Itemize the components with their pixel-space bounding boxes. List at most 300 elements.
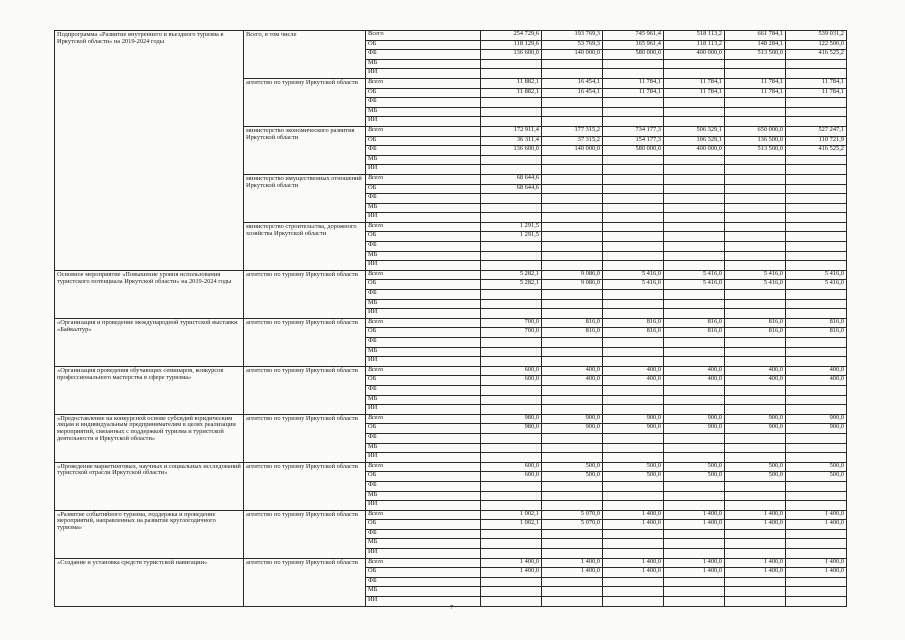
amount-cell: 900,0: [664, 414, 725, 424]
amount-cell: 513 500,0: [725, 50, 786, 60]
amount-cell: [603, 174, 664, 184]
amount-cell: [786, 338, 847, 348]
amount-cell: 193 769,3: [542, 31, 603, 41]
amount-cell: [725, 587, 786, 597]
amount-cell: [542, 251, 603, 261]
funding-source-cell: ОБ: [366, 88, 481, 98]
amount-cell: 400,0: [786, 376, 847, 386]
amount-cell: [542, 290, 603, 300]
amount-cell: [664, 107, 725, 117]
amount-cell: [664, 597, 725, 607]
amount-cell: [603, 357, 664, 367]
program-name-cell: Основное мероприятие «Повышение уровня использования туристского потенциала Иркутской области» на 2019-2024 годы: [55, 270, 244, 318]
amount-cell: [542, 357, 603, 367]
amount-cell: [481, 290, 542, 300]
amount-cell: [664, 549, 725, 559]
amount-cell: [786, 587, 847, 597]
amount-cell: 53 769,3: [542, 40, 603, 50]
amount-cell: [725, 347, 786, 357]
amount-cell: 16 454,1: [542, 88, 603, 98]
amount-cell: [786, 491, 847, 501]
funding-source-cell: ОБ: [366, 40, 481, 50]
program-name-cell: «Организация и проведение международной туристской выставки «Байкалтур»: [55, 318, 244, 366]
amount-cell: [542, 203, 603, 213]
amount-cell: [603, 242, 664, 252]
amount-cell: [481, 539, 542, 549]
amount-cell: [786, 539, 847, 549]
amount-cell: 5 416,0: [725, 270, 786, 280]
funding-source-cell: МБ: [366, 443, 481, 453]
amount-cell: [664, 194, 725, 204]
amount-cell: [664, 347, 725, 357]
amount-cell: [664, 443, 725, 453]
amount-cell: 900,0: [786, 424, 847, 434]
amount-cell: 500,0: [786, 472, 847, 482]
amount-cell: 400,0: [664, 366, 725, 376]
amount-cell: [481, 155, 542, 165]
amount-cell: [786, 174, 847, 184]
amount-cell: [481, 405, 542, 415]
amount-cell: [481, 59, 542, 69]
amount-cell: 500,0: [664, 462, 725, 472]
amount-cell: [603, 395, 664, 405]
funding-source-cell: ОБ: [366, 328, 481, 338]
amount-cell: 11 784,1: [603, 88, 664, 98]
amount-cell: [603, 443, 664, 453]
amount-cell: 600,0: [481, 462, 542, 472]
amount-cell: [603, 261, 664, 271]
amount-cell: [786, 165, 847, 175]
amount-cell: [725, 453, 786, 463]
funding-source-cell: МБ: [366, 395, 481, 405]
table-row: [55, 270, 847, 280]
amount-cell: 816,0: [603, 328, 664, 338]
amount-cell: [664, 587, 725, 597]
amount-cell: [725, 491, 786, 501]
amount-cell: 5 416,0: [725, 280, 786, 290]
amount-cell: 500,0: [664, 472, 725, 482]
executor-cell: агентство по туризму Иркутской области: [244, 510, 366, 558]
funding-source-cell: ОБ: [366, 568, 481, 578]
program-name-cell: «Развитие событийного туризма, поддержка и проведение мероприятий, направленных на развитие круглогодичного туризма»: [55, 510, 244, 558]
amount-cell: 1 400,0: [603, 510, 664, 520]
amount-cell: 136 600,0: [481, 50, 542, 60]
amount-cell: [664, 69, 725, 79]
amount-cell: [481, 357, 542, 367]
page-number: 7: [450, 604, 454, 611]
funding-source-cell: ФБ: [366, 577, 481, 587]
funding-source-cell: ИИ: [366, 117, 481, 127]
amount-cell: [664, 261, 725, 271]
amount-cell: [603, 222, 664, 232]
funding-source-cell: Всего: [366, 318, 481, 328]
funding-source-cell: Всего: [366, 270, 481, 280]
amount-cell: [725, 251, 786, 261]
amount-cell: [786, 481, 847, 491]
amount-cell: [542, 59, 603, 69]
funding-source-cell: МБ: [366, 347, 481, 357]
funding-source-cell: ФБ: [366, 481, 481, 491]
amount-cell: 400,0: [603, 376, 664, 386]
amount-cell: [603, 194, 664, 204]
table-row: [55, 31, 847, 41]
amount-cell: [725, 242, 786, 252]
amount-cell: [786, 69, 847, 79]
amount-cell: [786, 529, 847, 539]
amount-cell: [786, 577, 847, 587]
amount-cell: [725, 433, 786, 443]
amount-cell: [786, 184, 847, 194]
amount-cell: 1 291,5: [481, 232, 542, 242]
amount-cell: 539 031,2: [786, 31, 847, 41]
amount-cell: 416 525,2: [786, 146, 847, 156]
amount-cell: [664, 577, 725, 587]
amount-cell: [786, 222, 847, 232]
amount-cell: [725, 385, 786, 395]
amount-cell: [664, 232, 725, 242]
amount-cell: 900,0: [725, 424, 786, 434]
amount-cell: 11 784,1: [664, 78, 725, 88]
amount-cell: 400,0: [542, 376, 603, 386]
amount-cell: [542, 309, 603, 319]
amount-cell: 1 400,0: [481, 568, 542, 578]
amount-cell: [725, 69, 786, 79]
program-name-cell: Подпрограмма «Развитие внутреннего и въездного туризма в Иркутской области» на 2019-2024 годы: [55, 31, 244, 271]
executor-cell: агентство по туризму Иркутской области: [244, 78, 366, 126]
funding-source-cell: Всего: [366, 558, 481, 568]
amount-cell: [664, 213, 725, 223]
amount-cell: [542, 213, 603, 223]
amount-cell: 400,0: [603, 366, 664, 376]
amount-cell: 136 600,0: [481, 146, 542, 156]
amount-cell: [786, 357, 847, 367]
amount-cell: 1 400,0: [664, 568, 725, 578]
amount-cell: [481, 587, 542, 597]
amount-cell: 11 784,1: [786, 88, 847, 98]
amount-cell: [786, 251, 847, 261]
amount-cell: [664, 299, 725, 309]
amount-cell: [725, 203, 786, 213]
amount-cell: [786, 213, 847, 223]
amount-cell: 1 400,0: [786, 510, 847, 520]
amount-cell: [603, 232, 664, 242]
amount-cell: [664, 491, 725, 501]
funding-source-cell: Всего: [366, 78, 481, 88]
funding-source-cell: ФБ: [366, 529, 481, 539]
amount-cell: [542, 597, 603, 607]
amount-cell: [542, 174, 603, 184]
funding-source-cell: Всего: [366, 462, 481, 472]
amount-cell: [725, 405, 786, 415]
amount-cell: [725, 290, 786, 300]
amount-cell: [725, 107, 786, 117]
amount-cell: [603, 155, 664, 165]
funding-source-cell: МБ: [366, 491, 481, 501]
amount-cell: 68 644,6: [481, 184, 542, 194]
amount-cell: 900,0: [603, 424, 664, 434]
amount-cell: [725, 299, 786, 309]
amount-cell: [664, 433, 725, 443]
amount-cell: 816,0: [786, 328, 847, 338]
amount-cell: [603, 213, 664, 223]
amount-cell: [603, 290, 664, 300]
amount-cell: [664, 481, 725, 491]
amount-cell: [725, 395, 786, 405]
amount-cell: [786, 299, 847, 309]
amount-cell: [786, 117, 847, 127]
amount-cell: [786, 155, 847, 165]
amount-cell: [786, 59, 847, 69]
amount-cell: [481, 453, 542, 463]
amount-cell: [603, 59, 664, 69]
amount-cell: [786, 242, 847, 252]
executor-cell: агентство по туризму Иркутской области: [244, 270, 366, 318]
amount-cell: [542, 338, 603, 348]
funding-source-cell: Всего: [366, 366, 481, 376]
amount-cell: 110 721,9: [786, 136, 847, 146]
amount-cell: 400 000,0: [664, 50, 725, 60]
amount-cell: 816,0: [664, 318, 725, 328]
executor-cell: министерство экономического развития Иркутской области: [244, 126, 366, 174]
amount-cell: [542, 184, 603, 194]
amount-cell: [725, 232, 786, 242]
amount-cell: [603, 338, 664, 348]
table-row: [55, 462, 847, 472]
amount-cell: [603, 251, 664, 261]
amount-cell: 1 400,0: [603, 568, 664, 578]
amount-cell: [603, 165, 664, 175]
amount-cell: 1 400,0: [725, 558, 786, 568]
amount-cell: 416 525,2: [786, 50, 847, 60]
amount-cell: [542, 577, 603, 587]
amount-cell: [603, 69, 664, 79]
amount-cell: 165 961,4: [603, 40, 664, 50]
amount-cell: [664, 155, 725, 165]
funding-source-cell: МБ: [366, 203, 481, 213]
amount-cell: [786, 405, 847, 415]
amount-cell: [725, 184, 786, 194]
amount-cell: [725, 261, 786, 271]
funding-source-cell: ОБ: [366, 472, 481, 482]
amount-cell: 11 784,1: [725, 78, 786, 88]
amount-cell: [603, 309, 664, 319]
amount-cell: [664, 184, 725, 194]
amount-cell: 900,0: [542, 414, 603, 424]
amount-cell: 527 247,1: [786, 126, 847, 136]
funding-source-cell: ИИ: [366, 453, 481, 463]
funding-source-cell: ФБ: [366, 433, 481, 443]
amount-cell: [664, 203, 725, 213]
amount-cell: 5 416,0: [786, 270, 847, 280]
funding-source-cell: ФБ: [366, 194, 481, 204]
amount-cell: 580 000,0: [603, 50, 664, 60]
amount-cell: [725, 577, 786, 587]
amount-cell: [725, 501, 786, 511]
amount-cell: 1 400,0: [603, 520, 664, 530]
amount-cell: 148 284,1: [725, 40, 786, 50]
funding-source-cell: МБ: [366, 539, 481, 549]
budget-table: [54, 30, 847, 607]
amount-cell: 37 315,2: [542, 136, 603, 146]
amount-cell: 5 416,0: [603, 270, 664, 280]
amount-cell: [603, 597, 664, 607]
amount-cell: [481, 549, 542, 559]
amount-cell: [786, 194, 847, 204]
amount-cell: [786, 290, 847, 300]
amount-cell: [542, 165, 603, 175]
executor-cell: агентство по туризму Иркутской области: [244, 318, 366, 366]
amount-cell: [786, 98, 847, 108]
amount-cell: 11 882,1: [481, 78, 542, 88]
amount-cell: 11 784,1: [786, 78, 847, 88]
amount-cell: [786, 597, 847, 607]
amount-cell: 1 400,0: [725, 568, 786, 578]
amount-cell: [725, 213, 786, 223]
amount-cell: [603, 347, 664, 357]
amount-cell: [664, 251, 725, 261]
amount-cell: [542, 405, 603, 415]
amount-cell: 118 113,2: [664, 40, 725, 50]
amount-cell: 5 416,0: [603, 280, 664, 290]
amount-cell: 1 400,0: [542, 568, 603, 578]
amount-cell: [786, 443, 847, 453]
executor-cell: министерство строительства, дорожного хозяйства Иркутской области: [244, 222, 366, 270]
amount-cell: [603, 433, 664, 443]
executor-cell: агентство по туризму Иркутской области: [244, 414, 366, 462]
amount-cell: [725, 597, 786, 607]
amount-cell: 400,0: [725, 376, 786, 386]
amount-cell: [603, 184, 664, 194]
amount-cell: 513 500,0: [725, 146, 786, 156]
amount-cell: [664, 117, 725, 127]
amount-cell: [725, 98, 786, 108]
amount-cell: [786, 203, 847, 213]
executor-cell: агентство по туризму Иркутской области: [244, 462, 366, 510]
amount-cell: 154 177,3: [603, 136, 664, 146]
amount-cell: 518 113,2: [664, 31, 725, 41]
amount-cell: [481, 251, 542, 261]
amount-cell: 500,0: [725, 462, 786, 472]
amount-cell: 900,0: [603, 414, 664, 424]
funding-source-cell: МБ: [366, 59, 481, 69]
amount-cell: 1 400,0: [786, 558, 847, 568]
amount-cell: 980,0: [481, 414, 542, 424]
amount-cell: 900,0: [664, 424, 725, 434]
amount-cell: [786, 347, 847, 357]
funding-source-cell: ФБ: [366, 242, 481, 252]
amount-cell: [786, 309, 847, 319]
amount-cell: [786, 107, 847, 117]
amount-cell: 661 784,1: [725, 31, 786, 41]
amount-cell: [603, 577, 664, 587]
amount-cell: 5 282,1: [481, 270, 542, 280]
amount-cell: [481, 443, 542, 453]
amount-cell: [786, 232, 847, 242]
executor-cell: министерство имущественных отношений Иркутской области: [244, 174, 366, 222]
amount-cell: 600,0: [481, 366, 542, 376]
amount-cell: 816,0: [725, 328, 786, 338]
amount-cell: [603, 481, 664, 491]
amount-cell: [542, 117, 603, 127]
executor-cell: агентство по туризму Иркутской области: [244, 366, 366, 414]
amount-cell: 1 400,0: [481, 558, 542, 568]
amount-cell: [481, 165, 542, 175]
amount-cell: 122 506,0: [786, 40, 847, 50]
amount-cell: [603, 299, 664, 309]
amount-cell: 400,0: [725, 366, 786, 376]
amount-cell: [481, 529, 542, 539]
amount-cell: [542, 242, 603, 252]
amount-cell: [481, 433, 542, 443]
funding-source-cell: Всего: [366, 126, 481, 136]
amount-cell: [725, 309, 786, 319]
amount-cell: 400 000,0: [664, 146, 725, 156]
amount-cell: [603, 539, 664, 549]
amount-cell: [603, 107, 664, 117]
funding-source-cell: ОБ: [366, 184, 481, 194]
amount-cell: 600,0: [481, 472, 542, 482]
funding-source-cell: Всего: [366, 31, 481, 41]
budget-table-body: [55, 31, 847, 607]
amount-cell: 1 291,5: [481, 222, 542, 232]
amount-cell: [542, 549, 603, 559]
table-row: [55, 414, 847, 424]
amount-cell: [664, 539, 725, 549]
funding-source-cell: ОБ: [366, 232, 481, 242]
amount-cell: 5 416,0: [664, 280, 725, 290]
amount-cell: [481, 481, 542, 491]
funding-source-cell: ОБ: [366, 376, 481, 386]
amount-cell: 580 000,0: [603, 146, 664, 156]
amount-cell: [725, 165, 786, 175]
amount-cell: 1 400,0: [786, 520, 847, 530]
amount-cell: 118 129,6: [481, 40, 542, 50]
amount-cell: 11 784,1: [603, 78, 664, 88]
table-row: [55, 366, 847, 376]
amount-cell: [542, 69, 603, 79]
amount-cell: 506 329,1: [664, 126, 725, 136]
amount-cell: 500,0: [542, 472, 603, 482]
amount-cell: 1 400,0: [725, 510, 786, 520]
amount-cell: [481, 242, 542, 252]
amount-cell: [542, 453, 603, 463]
amount-cell: 600,0: [481, 376, 542, 386]
funding-source-cell: ИИ: [366, 501, 481, 511]
funding-source-cell: ИИ: [366, 69, 481, 79]
amount-cell: [786, 501, 847, 511]
amount-cell: 140 000,0: [542, 50, 603, 60]
amount-cell: [725, 549, 786, 559]
amount-cell: [481, 194, 542, 204]
amount-cell: 5 070,0: [542, 510, 603, 520]
amount-cell: 650 000,0: [725, 126, 786, 136]
amount-cell: [664, 309, 725, 319]
amount-cell: 9 086,0: [542, 270, 603, 280]
amount-cell: 11 784,1: [664, 88, 725, 98]
amount-cell: 5 282,1: [481, 280, 542, 290]
amount-cell: 500,0: [542, 462, 603, 472]
amount-cell: [786, 395, 847, 405]
amount-cell: [481, 98, 542, 108]
amount-cell: 11 784,1: [725, 88, 786, 98]
amount-cell: [542, 395, 603, 405]
funding-source-cell: МБ: [366, 155, 481, 165]
executor-cell: агентство по туризму Иркутской области: [244, 558, 366, 606]
funding-source-cell: ОБ: [366, 280, 481, 290]
funding-source-cell: МБ: [366, 587, 481, 597]
amount-cell: 68 644,6: [481, 174, 542, 184]
amount-cell: [481, 577, 542, 587]
